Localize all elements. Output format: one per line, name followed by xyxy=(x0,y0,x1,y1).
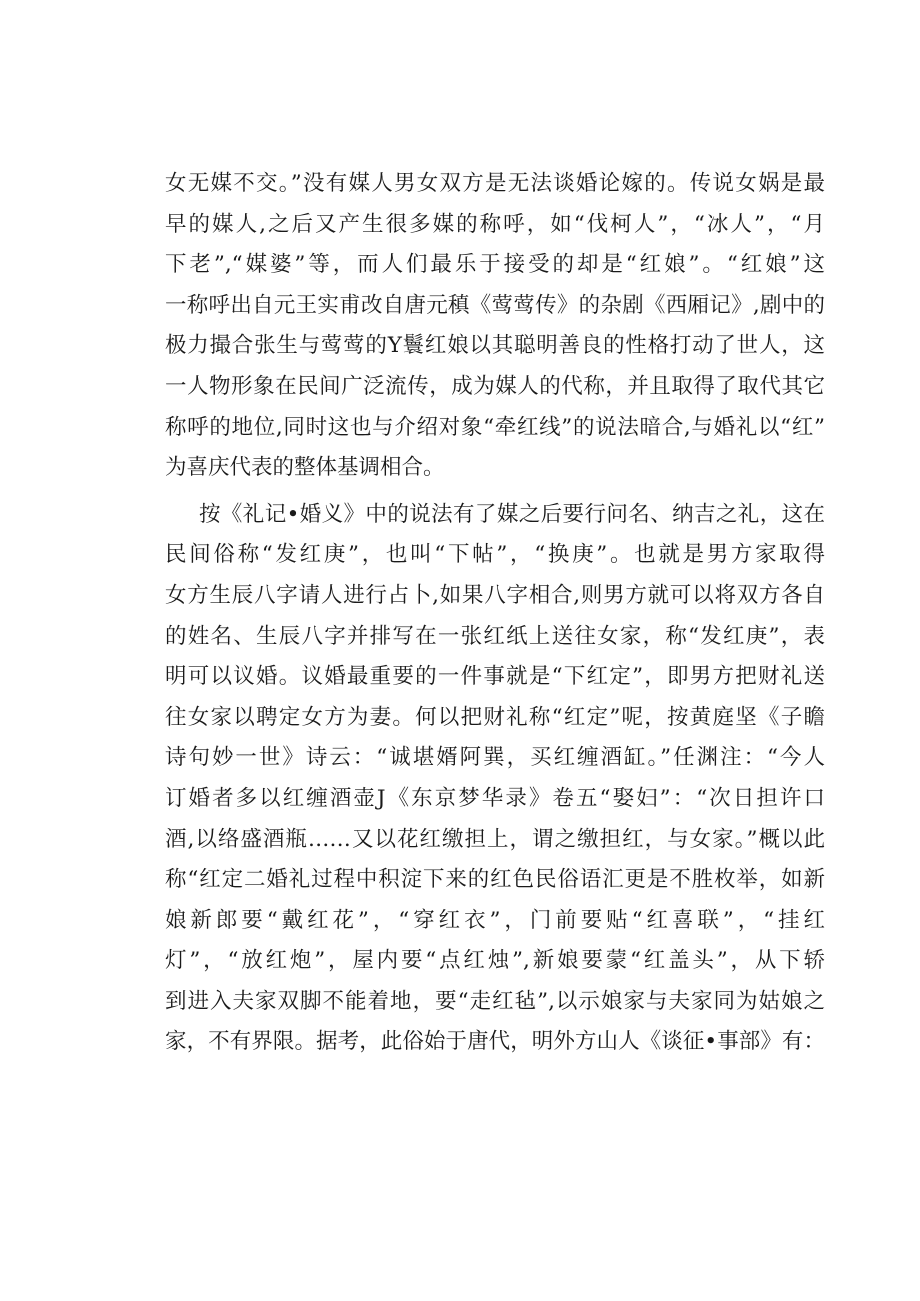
text-line: 民间俗称“发红庚”，也叫“下帖”，“换庚”。也就是男方家取得 xyxy=(165,542,825,568)
text-line: 称呼的地位,同时这也与介绍对象“牵红线”的说法暗合,与婚礼以“红” xyxy=(165,414,825,440)
text-line: 早的媒人,之后又产生很多媒的称呼，如“伐柯人”，“冰人”，“月 xyxy=(165,211,825,237)
body-text xyxy=(165,164,825,1063)
text-line: 极力撮合张生与莺莺的Y鬟红娘以其聪明善良的性格打动了世人，这 xyxy=(165,333,825,359)
text-line: 娘新郎要“戴红花”，“穿红衣”，门前要贴“红喜联”，“挂红 xyxy=(165,907,825,933)
text-line: 订婚者多以红缠酒壶J《东京梦华录》卷五“娶妇”：“次日担许口 xyxy=(165,785,825,811)
text-line: 称“红定二婚礼过程中积淀下来的红色民俗语汇更是不胜枚举，如新 xyxy=(165,867,825,893)
text-line: 灯”，“放红炮”，屋内要“点红烛”,新娘要蒙“红盖头”，从下轿 xyxy=(165,948,825,974)
text-line: 女无媒不交。”没有媒人男女双方是无法谈婚论嫁的。传说女娲是最 xyxy=(165,171,825,196)
text-line: 明可以议婚。议婚最重要的一件事就是“下红定”，即男方把财礼送 xyxy=(165,664,825,690)
text-line: 到进入夫家双脚不能着地，要“走红毡”,以示娘家与夫家同为姑娘之 xyxy=(165,988,825,1014)
paragraph-2 xyxy=(165,495,825,1063)
text-line: 女方生辰八字请人进行占卜,如果八字相合,则男方就可以将双方各自 xyxy=(165,582,825,608)
text-line: 酒,以络盛酒瓶……又以花红缴担上，谓之缴担红，与女家。”概以此 xyxy=(165,826,825,852)
text-line: 一称呼出自元王实甫改自唐元稹《莺莺传》的杂剧《西厢记》,剧中的 xyxy=(165,292,825,318)
text-line: 下老”,“媒婆”等，而人们最乐于接受的却是“红娘”。“红娘”这 xyxy=(165,252,825,278)
text-line: 为喜庆代表的整体基调相合。 xyxy=(165,455,445,481)
text-line: 一人物形象在民间广泛流传，成为媒人的代称，并且取得了取代其它 xyxy=(165,373,825,399)
text-line: 往女家以聘定女方为妻。何以把财礼称“红定”呢，按黄庭坚《子瞻 xyxy=(165,704,825,730)
text-line: 的姓名、生辰八字并排写在一张红纸上送往女家，称“发红庚”，表 xyxy=(165,623,825,649)
paragraph-1 xyxy=(165,164,825,489)
text-line: 家，不有界限。据考，此俗始于唐代，明外方山人《谈征•事部》有： xyxy=(165,1029,825,1055)
text-line: 诗句妙一世》诗云：“诚堪婿阿巽，买红缠酒缸。”任渊注：“今人 xyxy=(165,745,825,771)
text-line: 按《礼记•婚义》中的说法有了媒之后要行问名、纳吉之礼，这在 xyxy=(199,501,825,527)
